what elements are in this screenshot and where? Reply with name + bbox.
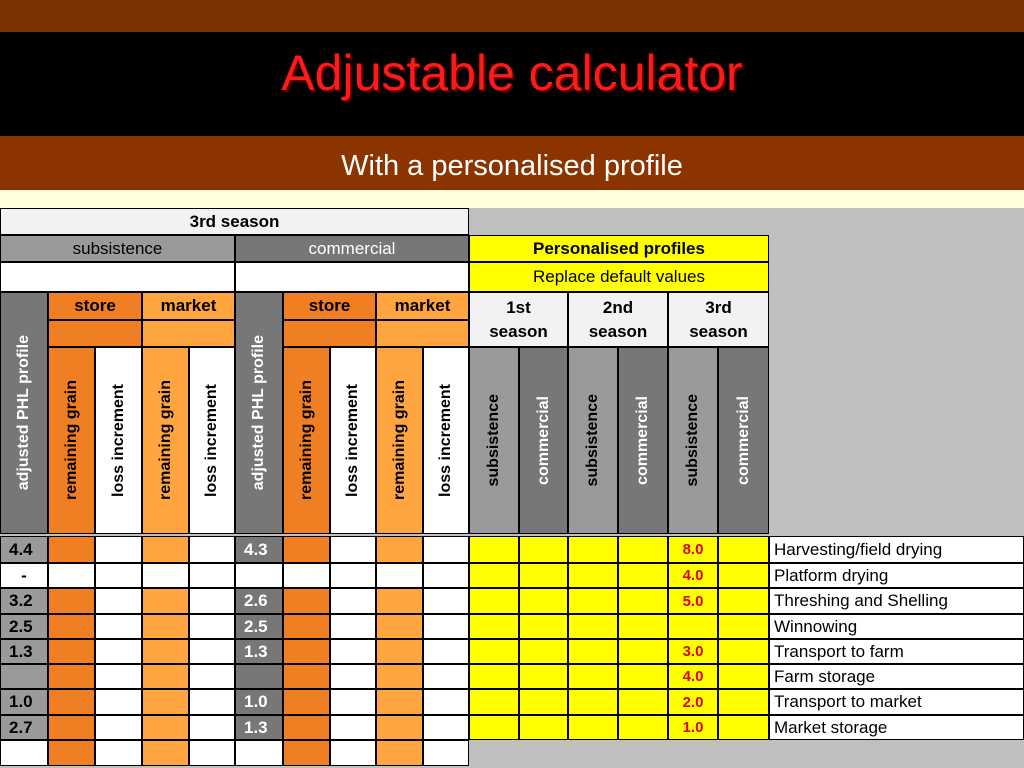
personal-input-cell[interactable]	[519, 689, 568, 715]
page-subtitle: With a personalised profile	[341, 150, 683, 182]
commercial-entry-cell	[283, 664, 330, 689]
personal-input-cell[interactable]	[618, 664, 668, 689]
personal-input-cell[interactable]	[469, 536, 519, 563]
commercial-entry-cell	[376, 614, 423, 639]
page-title: Adjustable calculator	[281, 45, 743, 101]
loss-increment-label: loss increment	[437, 384, 454, 497]
replace-defaults-note: Replace default values	[469, 262, 769, 292]
personal-input-cell[interactable]	[618, 715, 668, 740]
stage-label: Farm storage	[769, 664, 1024, 689]
stage-label: Transport to market	[769, 689, 1024, 715]
subsistence-phl-value: 3.2	[0, 588, 48, 614]
subsistence-entry-cell	[142, 639, 189, 664]
personal-input-cell[interactable]	[568, 563, 618, 588]
personal-input-cell[interactable]	[668, 664, 718, 689]
season1-commercial-header	[519, 347, 568, 534]
personal-input-cell[interactable]	[568, 588, 618, 614]
personalised-profiles-header: Personalised profiles	[469, 235, 769, 262]
commercial-entry-cell	[283, 588, 330, 614]
blank-cell	[283, 740, 330, 766]
personal-value: 3.0	[682, 643, 704, 660]
personal-input-cell[interactable]	[618, 639, 668, 664]
market-blank	[142, 320, 235, 347]
subsistence-entry-cell	[95, 639, 142, 664]
subsistence-entry-cell	[189, 689, 235, 715]
personal-input-cell[interactable]	[469, 614, 519, 639]
subsistence-entry-cell	[189, 614, 235, 639]
subsistence-entry-cell	[142, 588, 189, 614]
commercial-entry-cell	[330, 639, 376, 664]
subsistence-entry-cell	[95, 536, 142, 563]
cream-strip	[0, 190, 1024, 208]
store-header-commercial: store	[283, 292, 376, 320]
personal-input-cell[interactable]	[568, 536, 618, 563]
commercial-entry-cell	[423, 664, 469, 689]
subsistence-label: subsistence	[584, 394, 601, 487]
subsistence-entry-cell	[95, 588, 142, 614]
commercial-entry-cell	[423, 639, 469, 664]
personal-input-cell[interactable]	[519, 588, 568, 614]
personal-input-cell[interactable]	[519, 715, 568, 740]
subsistence-header: subsistence	[0, 235, 235, 262]
commercial-entry-cell	[283, 563, 330, 588]
personal-input-cell[interactable]	[668, 689, 718, 715]
subsistence-entry-cell	[142, 614, 189, 639]
personal-input-cell[interactable]	[618, 689, 668, 715]
subsistence-entry-cell	[142, 536, 189, 563]
personal-value: 4.0	[682, 668, 704, 685]
remaining-grain-label: remaining grain	[297, 380, 315, 501]
personal-value: 2.0	[682, 693, 704, 711]
remaining-grain-header	[376, 347, 423, 534]
personal-input-cell[interactable]	[519, 639, 568, 664]
commercial-entry-cell	[376, 639, 423, 664]
loss-increment-label: loss increment	[344, 384, 361, 497]
subsistence-entry-cell	[48, 588, 95, 614]
personal-input-cell[interactable]	[668, 563, 718, 588]
subsistence-entry-cell	[48, 614, 95, 639]
commercial-label: commercial	[734, 396, 752, 485]
commercial-entry-cell	[330, 614, 376, 639]
commercial-entry-cell	[283, 536, 330, 563]
loss-increment-label: loss increment	[203, 384, 220, 497]
subsistence-entry-cell	[95, 664, 142, 689]
store-blank	[48, 320, 142, 347]
adjusted-phl-commercial-header	[235, 292, 283, 534]
subsistence-phl-value: 4.4	[0, 536, 48, 563]
season1-header	[469, 292, 568, 347]
personal-input-cell[interactable]	[568, 639, 618, 664]
commercial-entry-cell	[376, 689, 423, 715]
subsistence-entry-cell	[48, 536, 95, 563]
personal-value: 8.0	[682, 541, 704, 558]
loss-increment-header	[423, 347, 469, 534]
subsistence-phl-value: 1.3	[0, 639, 48, 664]
commercial-entry-cell	[330, 588, 376, 614]
stage-label: Winnowing	[769, 614, 1024, 639]
market-header-subsistence: market	[142, 292, 235, 320]
blank-cell	[189, 740, 235, 766]
subsistence-entry-cell	[142, 689, 189, 715]
subsistence-label: subsistence	[684, 394, 701, 487]
commercial-phl-value: 4.3	[235, 536, 283, 563]
subsistence-entry-cell	[48, 639, 95, 664]
season-header: 3rd season	[0, 208, 469, 235]
season2-label: 2nd season	[588, 297, 648, 341]
subsistence-phl-value: 1.0	[0, 689, 48, 715]
season1-label: 1st season	[489, 297, 548, 341]
remaining-grain-label: remaining grain	[390, 380, 408, 501]
commercial-entry-cell	[283, 639, 330, 664]
personal-input-cell[interactable]	[618, 614, 668, 639]
stage-label: Harvesting/field drying	[769, 536, 1024, 563]
personal-input-cell[interactable]	[568, 715, 618, 740]
commercial-entry-cell	[283, 715, 330, 740]
season3-label: 3rd season	[689, 297, 748, 341]
personal-input-cell[interactable]	[469, 664, 519, 689]
personal-input-cell[interactable]	[668, 639, 718, 664]
commercial-entry-cell	[423, 588, 469, 614]
subsistence-entry-cell	[95, 614, 142, 639]
top-band	[0, 0, 1024, 32]
subsistence-entry-cell	[48, 664, 95, 689]
commercial-phl-value	[235, 563, 283, 588]
personal-input-cell[interactable]	[618, 588, 668, 614]
blank-cell	[376, 740, 423, 766]
personal-input-cell[interactable]	[668, 715, 718, 740]
commercial-label: commercial	[634, 396, 651, 485]
subsistence-entry-cell	[189, 664, 235, 689]
personal-value: 1.0	[682, 719, 704, 736]
subsistence-entry-cell	[189, 715, 235, 740]
season2-header	[568, 292, 668, 347]
commercial-entry-cell	[423, 715, 469, 740]
subsistence-entry-cell	[48, 563, 95, 588]
blank-cell	[235, 740, 283, 766]
commercial-entry-cell	[423, 563, 469, 588]
personal-input-cell[interactable]	[469, 715, 519, 740]
personal-input-cell[interactable]	[519, 614, 568, 639]
subsistence-entry-cell	[142, 664, 189, 689]
subsistence-entry-cell	[95, 563, 142, 588]
personal-input-cell[interactable]	[718, 664, 769, 689]
commercial-entry-cell	[423, 614, 469, 639]
store-header-subsistence: store	[48, 292, 142, 320]
store-blank	[283, 320, 376, 347]
subsistence-entry-cell	[189, 588, 235, 614]
blank-cell	[0, 740, 48, 766]
personal-input-cell[interactable]	[568, 689, 618, 715]
commercial-entry-cell	[330, 664, 376, 689]
remaining-grain-label: remaining grain	[156, 380, 174, 501]
subsistence-phl-value: 2.5	[0, 614, 48, 639]
personal-input-cell[interactable]	[469, 639, 519, 664]
adjusted-phl-subsistence-header	[0, 292, 48, 534]
personal-input-cell[interactable]	[519, 563, 568, 588]
personal-input-cell[interactable]	[519, 664, 568, 689]
personal-value: 4.0	[682, 567, 704, 584]
blank-cell	[235, 262, 469, 292]
blank-cell	[142, 740, 189, 766]
remaining-grain-header	[142, 347, 189, 534]
personal-input-cell[interactable]	[568, 664, 618, 689]
personal-input-cell[interactable]	[718, 715, 769, 740]
commercial-entry-cell	[330, 689, 376, 715]
commercial-phl-value: 1.3	[235, 715, 283, 740]
season1-subsistence-header	[469, 347, 519, 534]
commercial-entry-cell	[376, 588, 423, 614]
season2-subsistence-header	[568, 347, 618, 534]
blank-cell	[0, 262, 235, 292]
personal-input-cell[interactable]	[718, 639, 769, 664]
commercial-phl-value: 2.6	[235, 588, 283, 614]
personal-input-cell[interactable]	[718, 689, 769, 715]
personal-input-cell[interactable]	[718, 536, 769, 563]
adjusted-phl-label: adjusted PHL profile	[250, 335, 267, 491]
subsistence-entry-cell	[142, 563, 189, 588]
personal-input-cell[interactable]	[668, 536, 718, 563]
season3-commercial-header	[718, 347, 769, 534]
personal-input-cell[interactable]	[469, 563, 519, 588]
personal-input-cell[interactable]	[618, 563, 668, 588]
personal-input-cell[interactable]	[718, 614, 769, 639]
subsistence-phl-value	[0, 664, 48, 689]
blank-cell	[330, 740, 376, 766]
loss-increment-header	[189, 347, 235, 534]
subsistence-entry-cell	[189, 639, 235, 664]
commercial-header: commercial	[235, 235, 469, 262]
commercial-entry-cell	[423, 689, 469, 715]
commercial-entry-cell	[376, 664, 423, 689]
stage-label: Transport to farm	[769, 639, 1024, 664]
commercial-entry-cell	[283, 689, 330, 715]
season3-subsistence-header	[668, 347, 718, 534]
commercial-phl-value	[235, 664, 283, 689]
personal-input-cell[interactable]	[668, 614, 718, 639]
subsistence-entry-cell	[95, 715, 142, 740]
personal-input-cell[interactable]	[568, 614, 618, 639]
loss-increment-header	[95, 347, 142, 534]
season2-commercial-header	[618, 347, 668, 534]
subsistence-entry-cell	[189, 536, 235, 563]
personal-input-cell[interactable]	[718, 588, 769, 614]
subsistence-label: subsistence	[485, 394, 502, 487]
commercial-entry-cell	[376, 715, 423, 740]
personal-input-cell[interactable]	[469, 588, 519, 614]
market-blank	[376, 320, 469, 347]
personal-input-cell[interactable]	[718, 563, 769, 588]
commercial-entry-cell	[376, 536, 423, 563]
stage-label: Platform drying	[769, 563, 1024, 588]
personal-input-cell[interactable]	[469, 689, 519, 715]
commercial-phl-value: 1.3	[235, 639, 283, 664]
season3-header	[668, 292, 769, 347]
subsistence-entry-cell	[48, 715, 95, 740]
blank-cell	[423, 740, 469, 766]
remaining-grain-label: remaining grain	[62, 380, 80, 501]
subsistence-entry-cell	[95, 689, 142, 715]
stage-label: Market storage	[769, 715, 1024, 740]
personal-input-cell[interactable]	[618, 536, 668, 563]
commercial-label: commercial	[534, 396, 552, 485]
personal-input-cell[interactable]	[668, 588, 718, 614]
subsistence-phl-value: -	[0, 563, 48, 588]
blank-cell	[95, 740, 142, 766]
commercial-entry-cell	[330, 715, 376, 740]
subsistence-entry-cell	[48, 689, 95, 715]
subsistence-phl-value: 2.7	[0, 715, 48, 740]
commercial-phl-value: 1.0	[235, 689, 283, 715]
blank-cell	[48, 740, 95, 766]
calculator-table	[0, 208, 1024, 768]
loss-increment-label: loss increment	[109, 384, 127, 497]
market-header-commercial: market	[376, 292, 469, 320]
commercial-entry-cell	[423, 536, 469, 563]
commercial-entry-cell	[283, 614, 330, 639]
personal-input-cell[interactable]	[519, 536, 568, 563]
commercial-phl-value: 2.5	[235, 614, 283, 639]
loss-increment-header	[330, 347, 376, 534]
commercial-entry-cell	[330, 536, 376, 563]
subsistence-entry-cell	[189, 563, 235, 588]
personal-value: 5.0	[682, 592, 704, 610]
remaining-grain-header	[283, 347, 330, 534]
commercial-entry-cell	[330, 563, 376, 588]
remaining-grain-header	[48, 347, 95, 534]
adjusted-phl-label: adjusted PHL profile	[15, 335, 32, 491]
commercial-entry-cell	[376, 563, 423, 588]
stage-label: Threshing and Shelling	[769, 588, 1024, 614]
subsistence-entry-cell	[142, 715, 189, 740]
